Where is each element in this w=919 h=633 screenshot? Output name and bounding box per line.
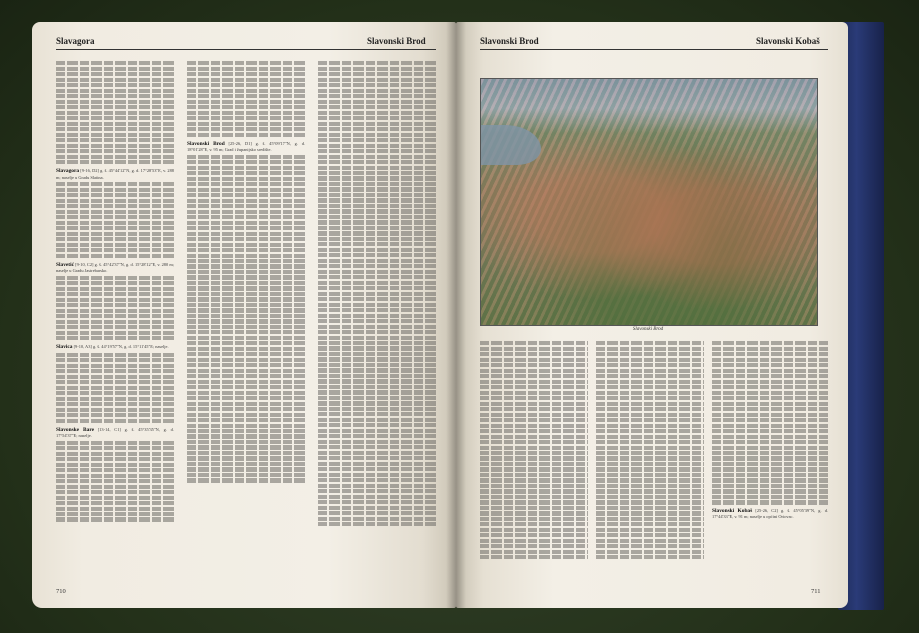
header-rule [56, 49, 436, 50]
river-shape [481, 125, 541, 165]
entry-text: [25-26, C2] g. š. 45°05'39"N, g. d. 17°44'33"E, v. 91 m; naselje u općini Oriovac. [712, 507, 828, 520]
text-column-1 [480, 340, 588, 580]
entry-text: [9-10, A3] g. š. 44°19'57"N, g. d. 15°11'45"E; naselje. [73, 344, 169, 350]
entry-text: [13-14, C1] g. š. 45°35'35"N, g. d. 17°54'37"E; naselje. [56, 426, 174, 439]
entry-headword: Slavica [56, 344, 73, 351]
right-page-number: 711 [811, 588, 821, 595]
entry-headword: Slavonske Bare [56, 426, 95, 433]
entry-text: [9-16, D2] g. š. 45°44'12"N, g. d. 17°28'53"E, v. 288 m; naselje u Gradu Slatina. [56, 168, 174, 180]
text-column-3 [712, 340, 828, 580]
text-column-2 [187, 60, 305, 580]
left-running-head-secondary: Slavonski Brod [367, 36, 426, 46]
entry-headword: Slavagora [56, 168, 80, 175]
left-page-number: 710 [56, 588, 66, 595]
text-column-3 [318, 60, 436, 580]
right-page [456, 22, 848, 608]
left-page [32, 22, 456, 608]
entry-headword: Slavonski Kobaš [712, 507, 753, 514]
left-running-head: Slavagora [56, 36, 95, 46]
aerial-city-photo [480, 78, 818, 326]
text-column-1 [56, 60, 174, 580]
right-running-head-secondary: Slavonski Kobaš [756, 36, 820, 46]
text-column-2 [596, 340, 704, 580]
entry-headword: Slavonski Brod [187, 140, 225, 147]
entry-text: [25-26, D1] g. š. 45°09'17"N, g. d. 18°01'28"E, v. 95 m; Grad i županijsko središte. [187, 140, 305, 153]
book-gutter-shadow [446, 22, 466, 608]
header-rule [480, 49, 828, 50]
entry-headword: Slavetić [56, 261, 74, 268]
entry-text: [9-10, C2] g. š. 45°42'37"N, g. d. 15°28'12"E, v. 280 m; naselje u Gradu Jastrebarsko. [56, 261, 174, 274]
photo-caption: Slavonski Brod [632, 327, 664, 332]
right-running-head: Slavonski Brod [480, 36, 539, 46]
